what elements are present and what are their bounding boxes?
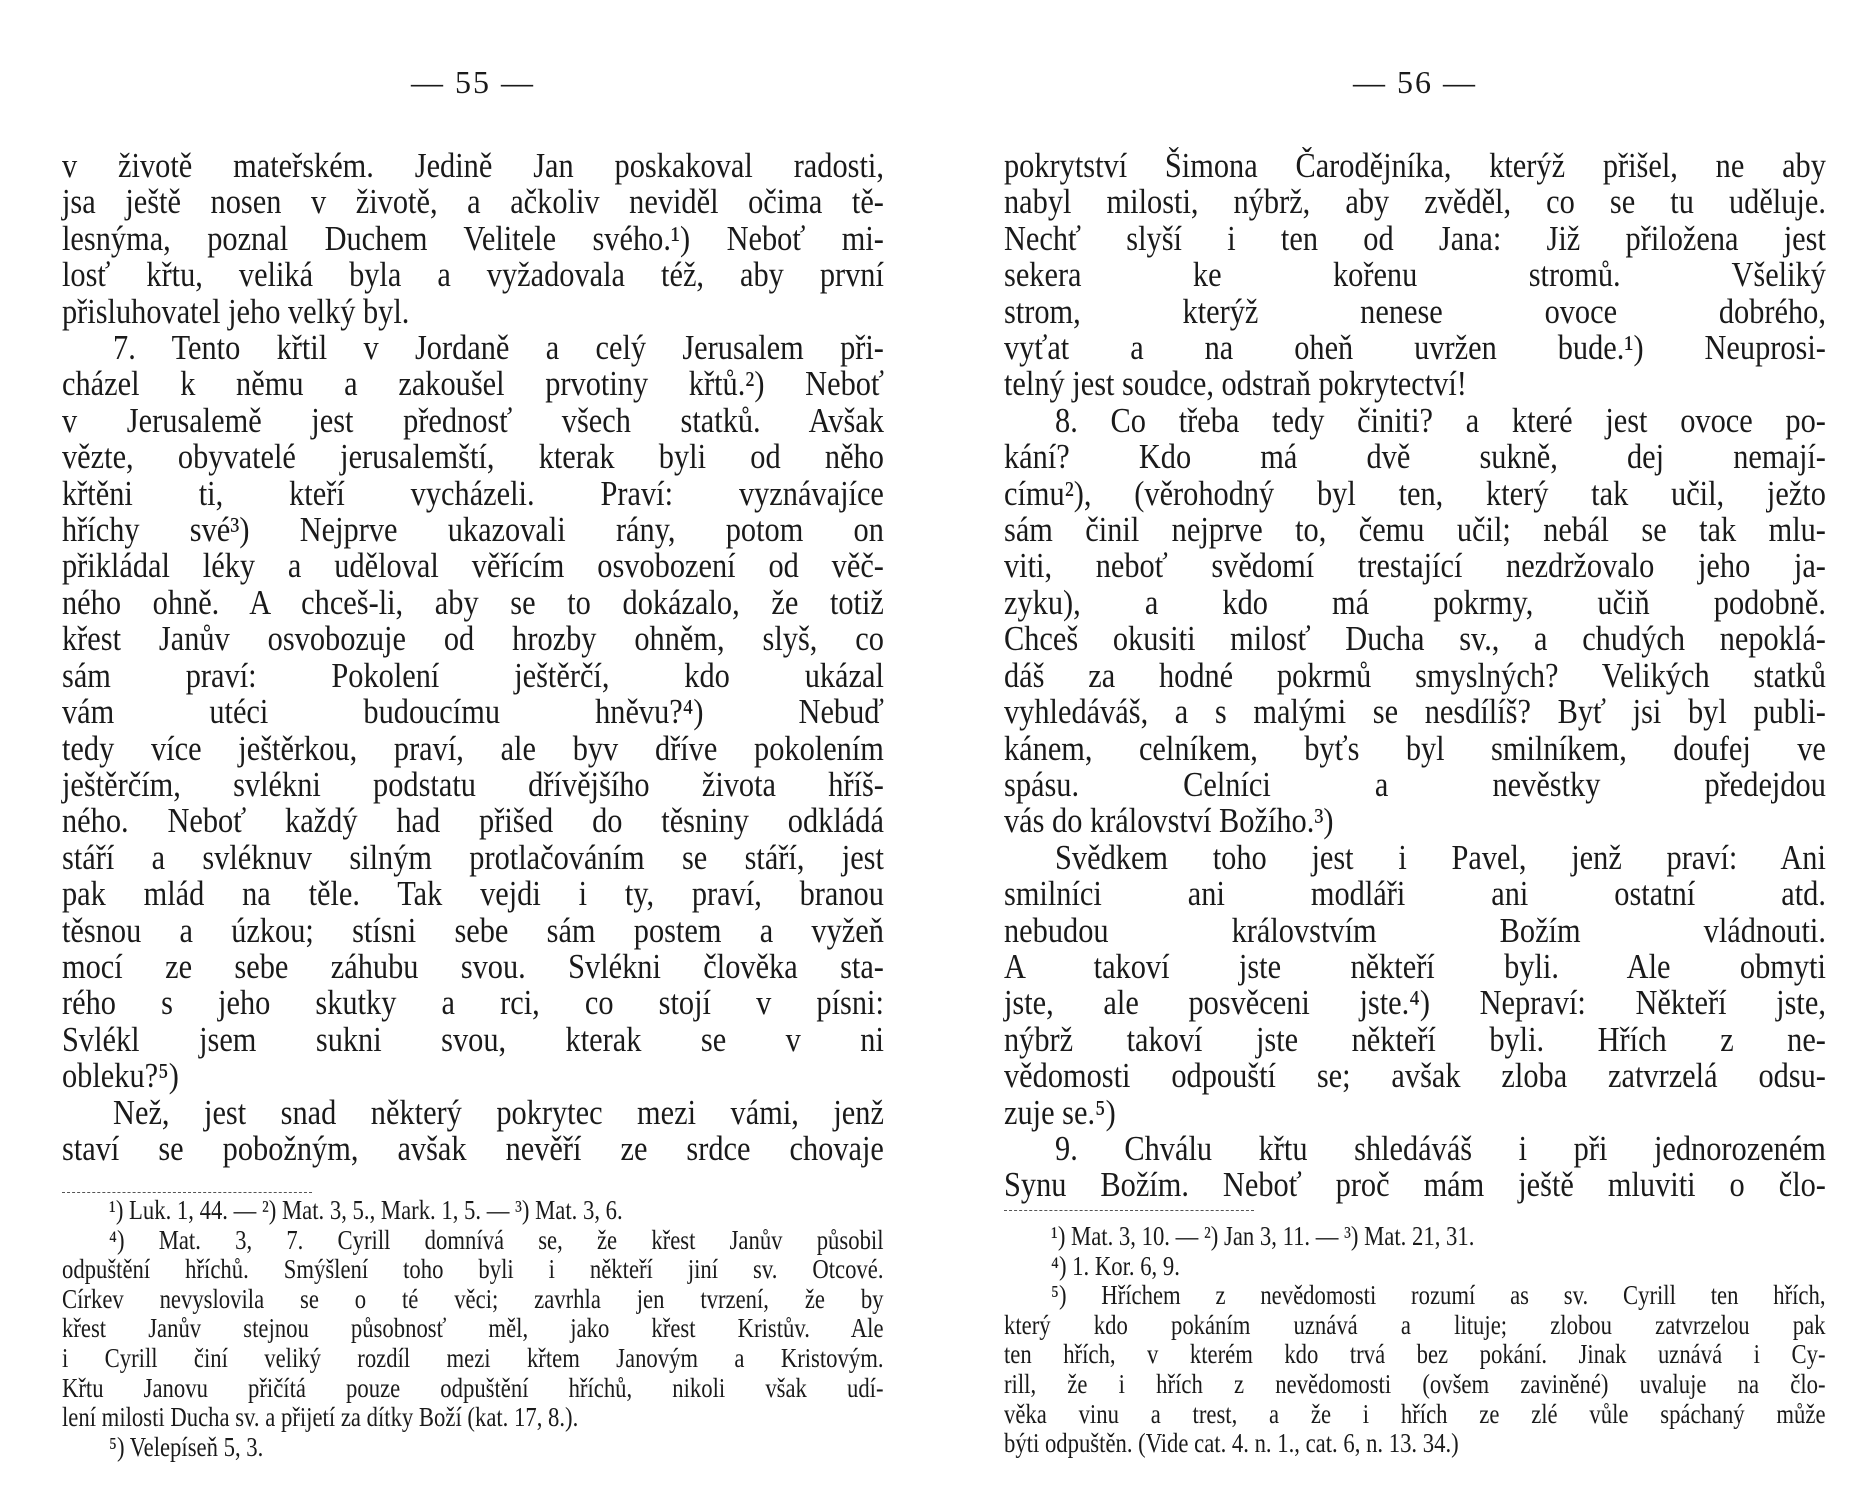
text-line: viti, neboť svědomí trestající nezdržovalo jeho ja- bbox=[1004, 547, 1826, 586]
page-number: — 55 — bbox=[411, 64, 535, 100]
text-line: ného. Neboť každý had přišed do těsniny odkládá bbox=[62, 802, 884, 841]
text-line: vás do království Božího.³) bbox=[1004, 802, 1334, 841]
text-line: 7. Tento křtil v Jordaně a celý Jerusalem při- bbox=[113, 329, 884, 368]
text-line: jste, ale posvěceni jste.⁴) Nepraví: Někteří jste, bbox=[1004, 984, 1826, 1023]
text-line: sekera ke kořenu stromů. Všeliký bbox=[1004, 256, 1826, 295]
footnote-line: ⁵) Hříchem z nevědomosti rozumí as sv. Cyrill ten hřích, bbox=[1051, 1280, 1826, 1311]
footnote-line: lení milosti Ducha sv. a přijetí za dítky Boží (kat. 17, 8.). bbox=[62, 1402, 579, 1433]
text-line: Svědkem toho jest i Pavel, jenž praví: Ani bbox=[1055, 838, 1826, 877]
footnote-line: Křtu Janovu přičítá pouze odpuštění hříchů, nikoli však udí- bbox=[62, 1372, 884, 1403]
text-line: přikládal léky a uděloval věřícím osvobození od věč- bbox=[62, 547, 884, 586]
text-line: v Jerusalemě jest přednosť všech statků. Avšak bbox=[62, 401, 884, 440]
footnote-line: který kdo pokáním uznává a lituje; zlobou zatvrzelou pak bbox=[1004, 1309, 1826, 1340]
text-line: tedy více ještěrkou, praví, ale byv dříve pokolením bbox=[62, 729, 884, 768]
text-line: nebudou královstvím Božím vládnouti. bbox=[1004, 911, 1826, 950]
text-line: zyku), a kdo má pokrmy, učiň podobně. bbox=[1004, 583, 1826, 622]
text-line: sám praví: Pokolení ještěrčí, kdo ukázal bbox=[62, 656, 884, 695]
text-line: staví se pobožným, avšak nevěří ze srdce chovaje bbox=[62, 1129, 884, 1168]
text-line: křtěni ti, kteří vycházeli. Praví: vyznávajíce bbox=[62, 474, 884, 513]
footnote-divider bbox=[62, 1192, 312, 1193]
footnotes bbox=[1004, 1222, 1826, 1459]
body-text bbox=[1004, 148, 1826, 1204]
text-line: 8. Co třeba tedy činiti? a které jest ovoce po- bbox=[1055, 401, 1826, 440]
text-line: v životě mateřském. Jedině Jan poskakoval radosti, bbox=[62, 147, 884, 185]
footnote-divider bbox=[1004, 1210, 1254, 1211]
footnote-line: rill, že i hřích z nevědomosti (ovšem zaviněné) uvaluje na člo- bbox=[1004, 1368, 1826, 1399]
text-line: mocí ze sebe záhubu svou. Svlékni člověka sta- bbox=[62, 947, 884, 986]
text-line: vyhledáváš, a s malými se nesdílíš? Byť jsi byl publi- bbox=[1004, 693, 1826, 732]
footnote-line: ¹) Luk. 1, 44. — ²) Mat. 3, 5., Mark. 1, 5. — ³) Mat. 3, 6. bbox=[109, 1195, 623, 1225]
text-line: těsnou a úzkou; stísni sebe sám postem a vyžeň bbox=[62, 911, 884, 950]
text-line: telný jest soudce, odstraň pokrytectví! bbox=[1004, 365, 1467, 404]
text-line: kání? Kdo má dvě sukně, dej nemají- bbox=[1004, 438, 1826, 477]
text-line: Svlékl jsem sukni svou, kterak se v ni bbox=[62, 1020, 884, 1059]
text-line: A takoví jste někteří byli. Ale obmyti bbox=[1004, 947, 1826, 986]
text-line: jsa ještě nosen v životě, a ačkoliv neviděl očima tě- bbox=[62, 183, 884, 222]
text-line: pokrytství Šimona Čarodějníka, kterýž přišel, ne aby bbox=[1004, 147, 1826, 185]
text-line: přisluhovatel jeho velký byl. bbox=[62, 292, 410, 331]
text-line: stáří a svléknuv silným protlačováním se stáří, jest bbox=[62, 838, 884, 877]
text-line: smilníci ani modláři ani ostatní atd. bbox=[1004, 875, 1826, 914]
footnote-line: ¹) Mat. 3, 10. — ²) Jan 3, 11. — ³) Mat. 21, 31. bbox=[1051, 1221, 1475, 1251]
text-line: ného ohně. A chceš-li, aby se to dokázalo, že totiž bbox=[62, 583, 884, 622]
text-line: obleku?⁵) bbox=[62, 1057, 179, 1096]
text-line: hříchy své³) Nejprve ukazovali rány, potom on bbox=[62, 511, 884, 550]
text-line: Než, jest snad některý pokrytec mezi vámi, jenž bbox=[113, 1093, 884, 1132]
text-line: nabyl milosti, nýbrž, aby zvěděl, co se tu uděluje. bbox=[1004, 183, 1826, 222]
right-page bbox=[1004, 0, 1826, 1500]
text-line: lesnýma, poznal Duchem Velitele svého.¹) Neboť mi- bbox=[62, 219, 884, 258]
text-line: 9. Chválu křtu shledáváš i při jednorozeném bbox=[1055, 1129, 1826, 1168]
footnote-line: věka vinu a trest, a že i hřích ze zlé vůle spáchaný může bbox=[1004, 1398, 1826, 1429]
text-line: Synu Božím. Neboť proč mám ještě mluviti o člo- bbox=[1004, 1166, 1826, 1205]
footnote-line: odpuštění hříchů. Smýšlení toho byli i někteří jiní sv. Otcové. bbox=[62, 1254, 884, 1285]
text-line: losť křtu, veliká byla a vyžadovala též, aby první bbox=[62, 256, 884, 295]
text-line: vyťat a na oheň uvržen bude.¹) Neuprosi- bbox=[1004, 329, 1826, 368]
text-line: vědomosti odpouští se; avšak zloba zatvrzelá odsu- bbox=[1004, 1057, 1826, 1096]
text-line: Nechť slyší i ten od Jana: Již přiložena jest bbox=[1004, 219, 1826, 258]
text-line: vám utéci budoucímu hněvu?⁴) Nebuď bbox=[62, 693, 884, 732]
footnote-line: býti odpuštěn. (Vide cat. 4. n. 1., cat. 6, n. 13. 34.) bbox=[1004, 1428, 1459, 1459]
footnote-line: ⁴) Mat. 3, 7. Cyrill domnívá se, že křest Janův působil bbox=[109, 1224, 884, 1255]
text-line: dáš za hodné pokrmů smyslných? Velikých statků bbox=[1004, 656, 1826, 695]
text-line: nýbrž takoví jste někteří byli. Hřích z ne- bbox=[1004, 1020, 1826, 1059]
text-line: cházel k němu a zakoušel prvotiny křtů.²) Neboť bbox=[62, 365, 884, 404]
footnote-line: ten hřích, v kterém kdo trvá bez pokání. Jinak uznává i Cy- bbox=[1004, 1339, 1826, 1370]
text-line: rého s jeho skutky a rci, co stojí v písni: bbox=[62, 984, 884, 1023]
page-number: — 56 — bbox=[1353, 64, 1477, 100]
text-line: strom, kterýž nenese ovoce dobrého, bbox=[1004, 292, 1826, 331]
text-line: címu²), (věrohodný byl ten, který tak učil, ježto bbox=[1004, 474, 1826, 513]
footnote-line: ⁴) 1. Kor. 6, 9. bbox=[1051, 1250, 1180, 1281]
footnotes bbox=[62, 1196, 884, 1462]
footnote-line: i Cyrill činí veliký rozdíl mezi křtem Janovým a Kristovým. bbox=[62, 1342, 884, 1373]
text-line: spásu. Celníci a nevěstky předejdou bbox=[1004, 765, 1826, 804]
text-line: sám činil nejprve to, čemu učil; nebál se tak mlu- bbox=[1004, 511, 1826, 550]
text-line: křest Janův osvobozuje od hrozby ohněm, slyš, co bbox=[62, 620, 884, 659]
text-line: zuje se.⁵) bbox=[1004, 1093, 1116, 1132]
footnote-line: Církev nevyslovila se o té věci; zavrhla jen tvrzení, že by bbox=[62, 1283, 884, 1314]
body-text bbox=[62, 148, 884, 1167]
footnote-line: křest Janův stejnou působnosť měl, jako křest Kristův. Ale bbox=[62, 1313, 884, 1344]
footnote-line: ⁵) Velepíseň 5, 3. bbox=[109, 1431, 264, 1462]
text-line: ještěrčím, svlékni podstatu dřívějšího života hříš- bbox=[62, 765, 884, 804]
text-line: vězte, obyvatelé jerusalemští, kterak byli od něho bbox=[62, 438, 884, 477]
text-line: kánem, celníkem, byťs byl smilníkem, doufej ve bbox=[1004, 729, 1826, 768]
text-line: Chceš okusiti milosť Ducha sv., a chudých nepoklá- bbox=[1004, 620, 1826, 659]
text-line: pak mlád na těle. Tak vejdi i ty, praví, branou bbox=[62, 875, 884, 914]
left-page bbox=[62, 0, 884, 1500]
